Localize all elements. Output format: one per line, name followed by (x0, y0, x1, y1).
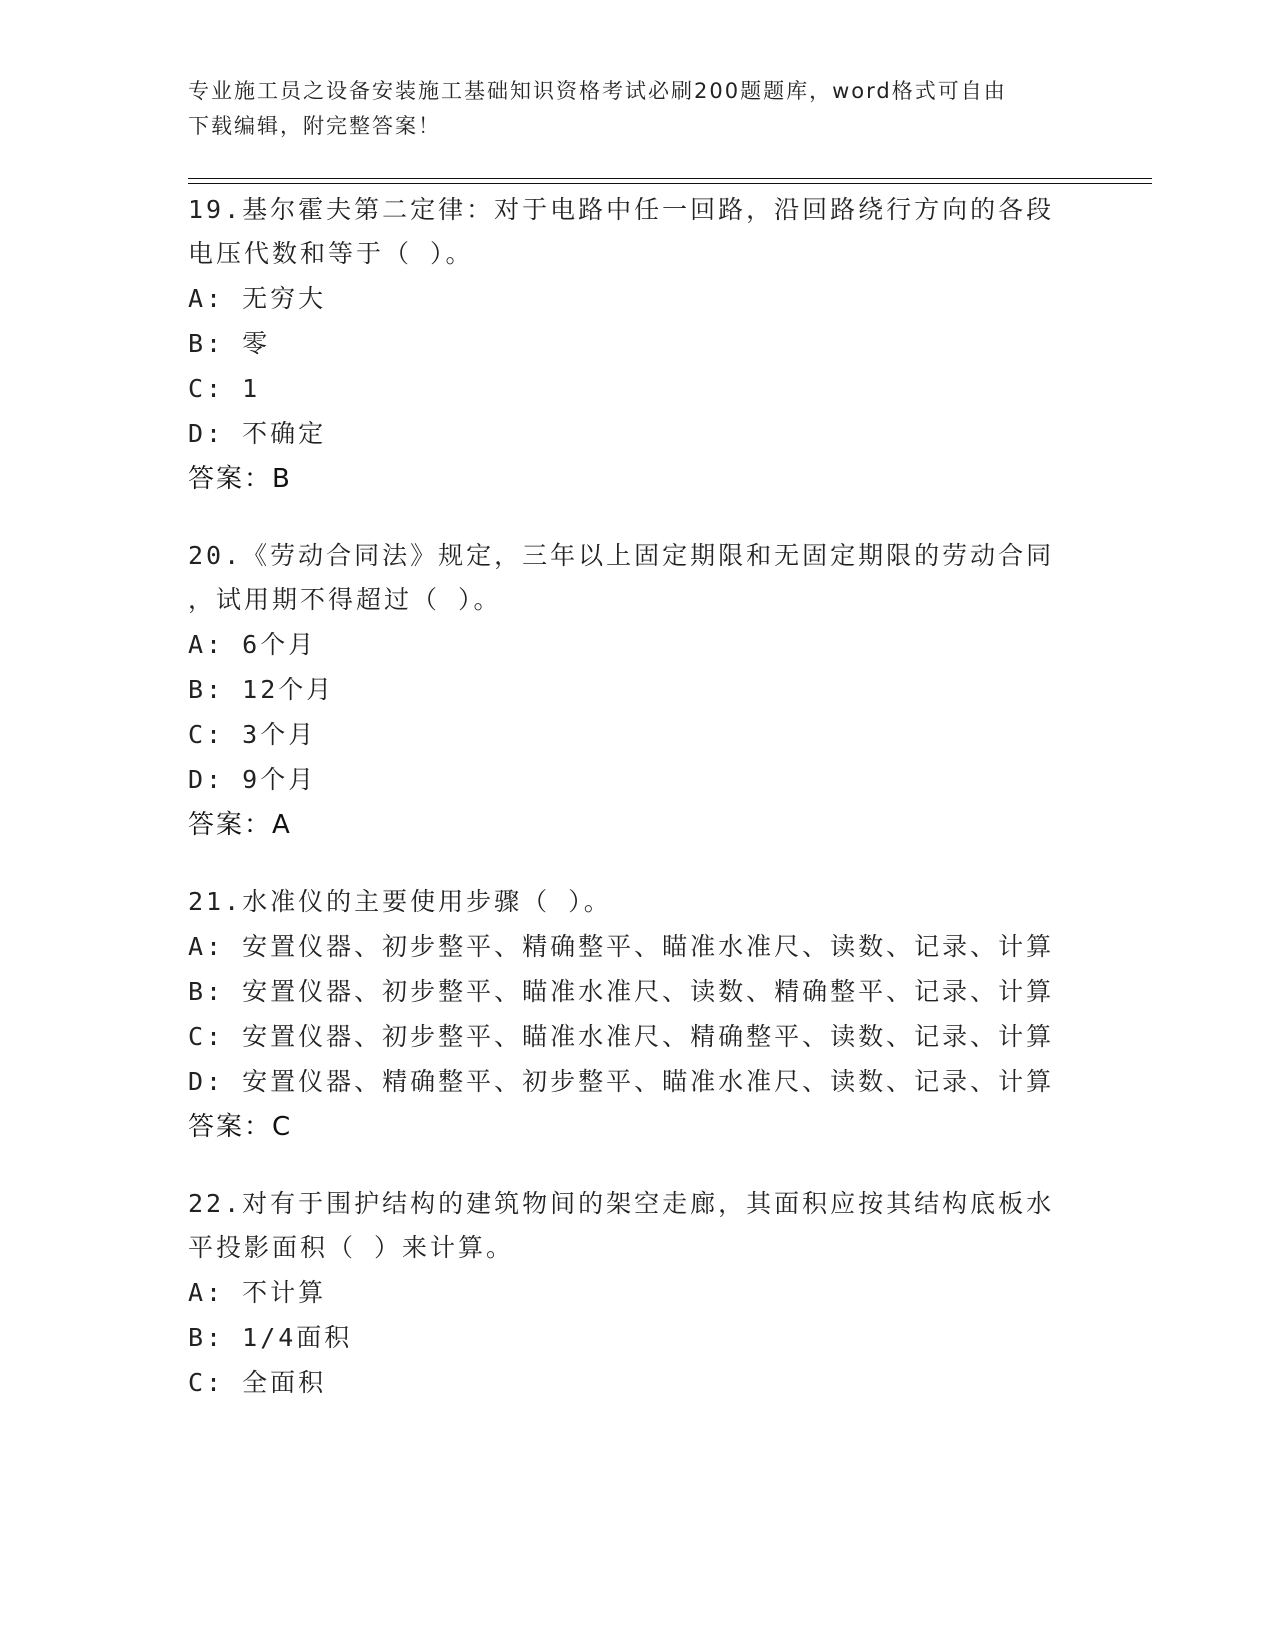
option-d: D: 9个月 (188, 765, 317, 794)
question-text-line: 19.基尔霍夫第二定律：对于电路中任一回路，沿回路绕行方向的各段 (188, 195, 1055, 224)
question-text (188, 188, 1088, 276)
document-header (188, 74, 1068, 144)
question-text-line: 平投影面积（ ）来计算。 (188, 1233, 515, 1262)
option-b: B: 12个月 (188, 675, 335, 704)
question-20 (188, 534, 1088, 848)
option-d: D: 不确定 (188, 419, 327, 448)
option-c: C: 3个月 (188, 720, 317, 749)
option-d: D: 安置仪器、精确整平、初步整平、瞄准水准尺、读数、记录、计算 (188, 1067, 1055, 1096)
option-c: C: 安置仪器、初步整平、瞄准水准尺、精确整平、读数、记录、计算 (188, 1022, 1055, 1051)
option-c: C: 全面积 (188, 1368, 327, 1397)
option-a: A: 安置仪器、初步整平、精确整平、瞄准水准尺、读数、记录、计算 (188, 932, 1055, 961)
header-divider-bottom (188, 183, 1152, 184)
question-text-line: ，试用期不得超过（ ）。 (188, 585, 502, 614)
question-19 (188, 188, 1088, 502)
question-list (188, 188, 1088, 1437)
question-21 (188, 880, 1088, 1150)
header-divider-top (188, 178, 1152, 179)
option-b: B: 安置仪器、初步整平、瞄准水准尺、读数、精确整平、记录、计算 (188, 977, 1055, 1006)
option-a: A: 6个月 (188, 630, 317, 659)
question-text-line: 22.对有于围护结构的建筑物间的架空走廊，其面积应按其结构底板水 (188, 1189, 1055, 1218)
question-text-line: 电压代数和等于（ ）。 (188, 239, 474, 268)
question-text (188, 880, 1088, 924)
option-a: A: 不计算 (188, 1278, 327, 1307)
header-line-2: 下载编辑，附完整答案！ (188, 114, 441, 138)
option-a: A: 无穷大 (188, 284, 327, 313)
answer-label: 答案：A (188, 810, 292, 840)
answer-label: 答案：B (188, 464, 292, 494)
option-b: B: 零 (188, 329, 271, 358)
option-b: B: 1/4面积 (188, 1323, 353, 1352)
question-22 (188, 1182, 1088, 1405)
answer-label: 答案：C (188, 1112, 293, 1142)
question-text-line: 21.水准仪的主要使用步骤（ ）。 (188, 887, 612, 916)
option-c: C: 1 (188, 374, 261, 403)
question-text (188, 1182, 1088, 1270)
header-line-1: 专业施工员之设备安装施工基础知识资格考试必刷200题题库，word格式可自由 (188, 79, 1007, 103)
question-text (188, 534, 1088, 622)
question-text-line: 20.《劳动合同法》规定，三年以上固定期限和无固定期限的劳动合同 (188, 541, 1055, 570)
